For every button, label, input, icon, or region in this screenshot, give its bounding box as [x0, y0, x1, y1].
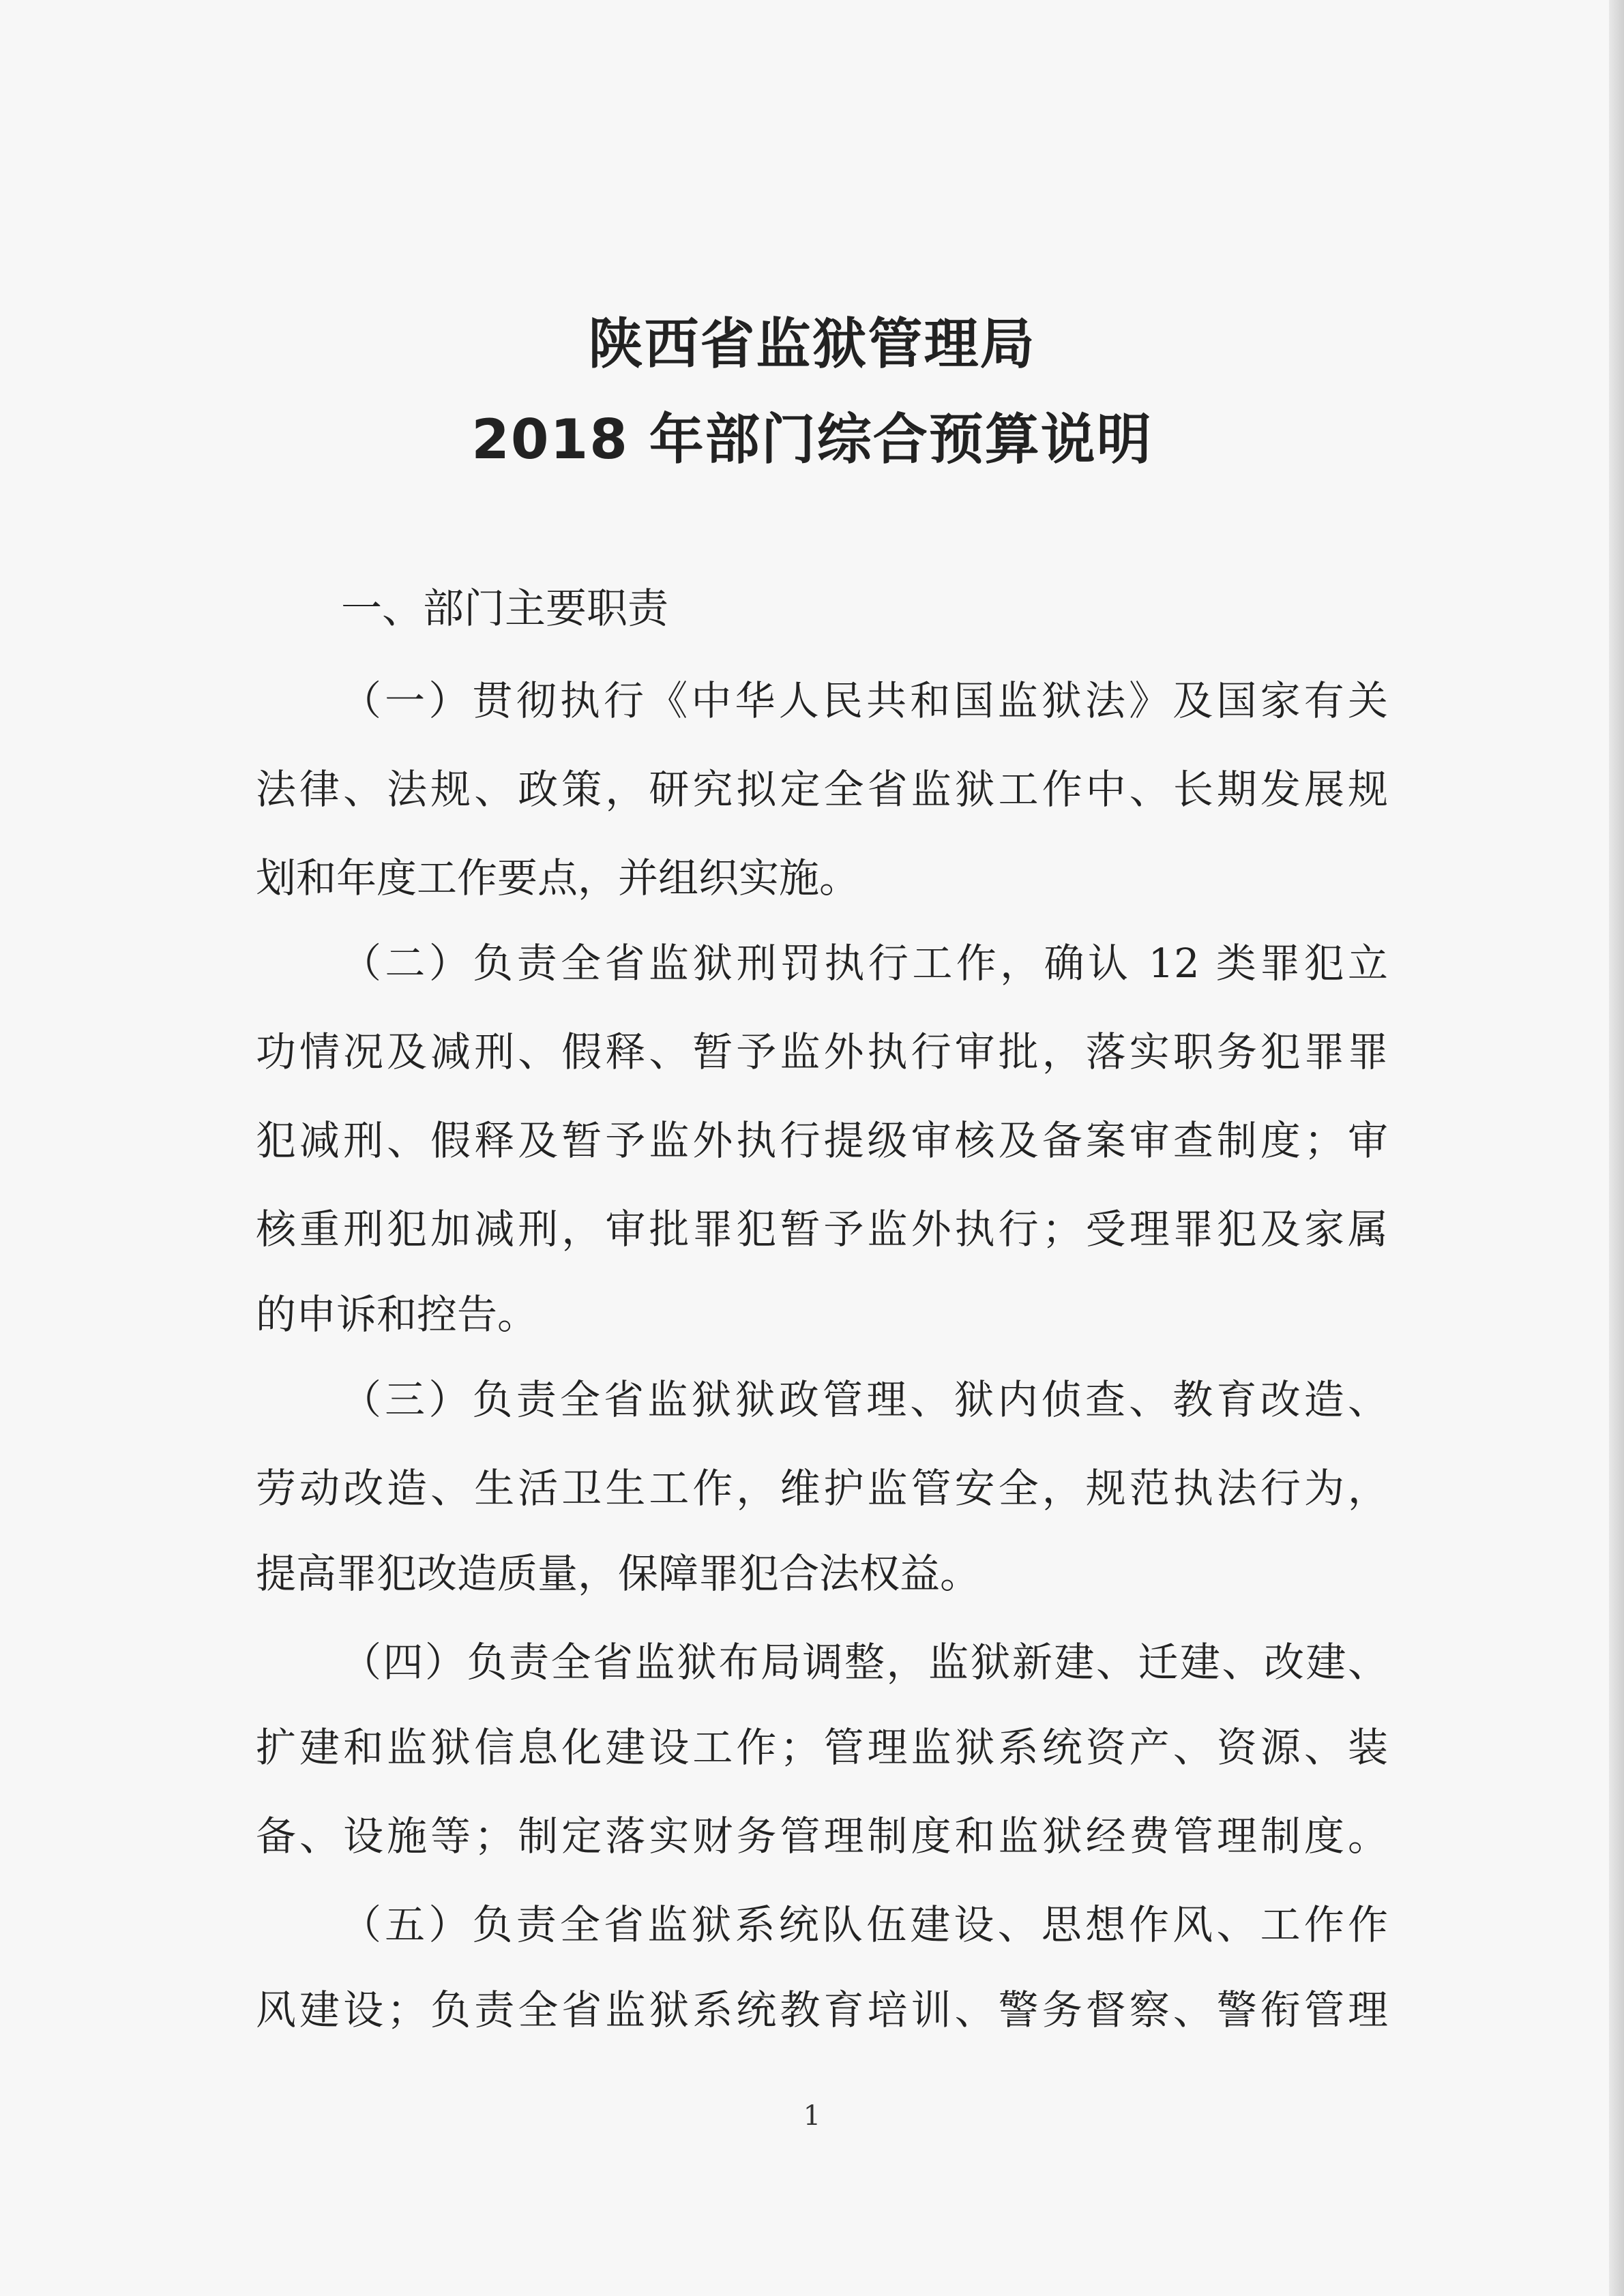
- paragraph-line: （二）负责全省监狱刑罚执行工作，确认 12 类罪犯立: [341, 940, 1388, 987]
- paragraph-line: 备、设施等；制定落实财务管理制度和监狱经费管理制度。: [256, 1813, 1388, 1860]
- paragraph-line: 劳动改造、生活卫生工作，维护监管安全，规范执法行为，: [256, 1465, 1388, 1512]
- document-title-line1: 陕西省监狱管理局: [588, 312, 1036, 376]
- paragraph-line: （三）负责全省监狱狱政管理、狱内侦查、教育改造、: [341, 1376, 1388, 1423]
- page-number: 1: [803, 2100, 821, 2132]
- paragraph-line: 法律、法规、政策，研究拟定全省监狱工作中、长期发展规: [256, 766, 1388, 813]
- section-heading: 一、部门主要职责: [341, 585, 668, 633]
- paragraph-line: 划和年度工作要点，并组织实施。: [256, 854, 860, 901]
- paragraph-line: （一）贯彻执行《中华人民共和国监狱法》及国家有关: [341, 677, 1388, 724]
- paragraph-line: 提高罪犯改造质量，保障罪犯合法权益。: [256, 1550, 981, 1597]
- paragraph-line: 扩建和监狱信息化建设工作；管理监狱系统资产、资源、装: [256, 1724, 1388, 1771]
- paragraph-line: 核重刑犯加减刑，审批罪犯暂予监外执行；受理罪犯及家属: [256, 1206, 1388, 1253]
- document-title-line2: 2018 年部门综合预算说明: [471, 408, 1153, 471]
- paragraph-line: （四）负责全省监狱布局调整，监狱新建、迁建、改建、: [341, 1639, 1388, 1686]
- paragraph-line: 功情况及减刑、假释、暂予监外执行审批，落实职务犯罪罪: [256, 1028, 1388, 1075]
- paragraph-line: 风建设；负责全省监狱系统教育培训、警务督察、警衔管理: [256, 1986, 1388, 2033]
- paragraph-line: 的申诉和控告。: [256, 1291, 538, 1338]
- paragraph-line: 犯减刑、假释及暂予监外执行提级审核及备案审查制度；审: [256, 1117, 1388, 1164]
- paragraph-line: （五）负责全省监狱系统队伍建设、思想作风、工作作: [341, 1901, 1388, 1948]
